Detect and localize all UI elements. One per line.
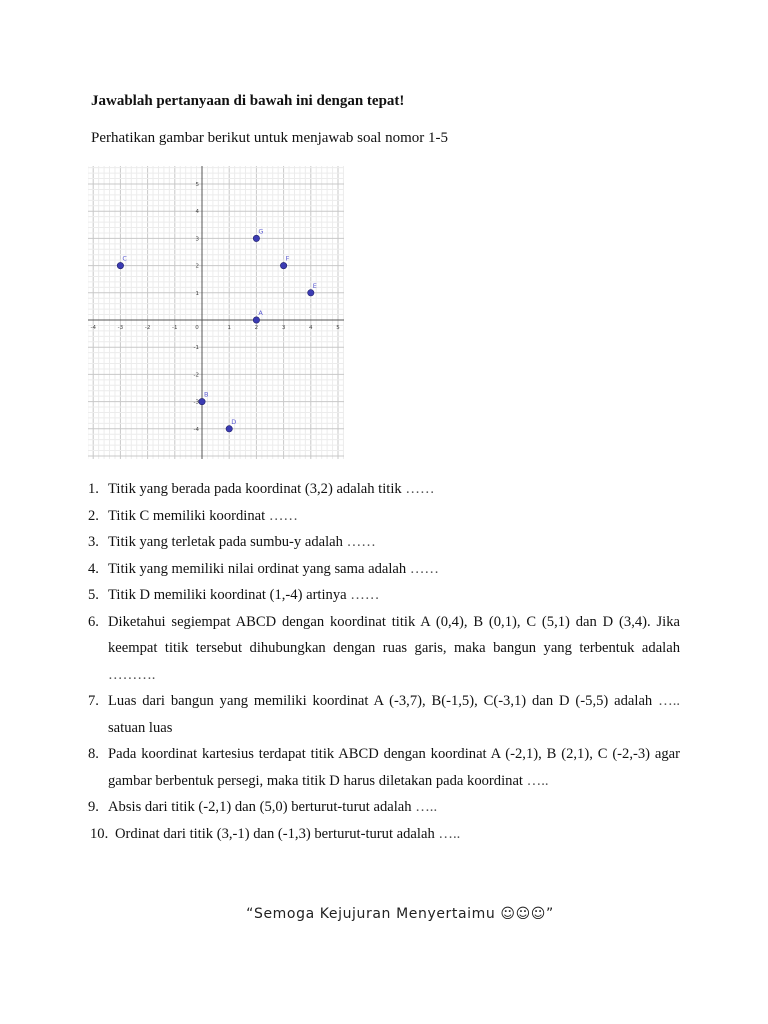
question-text: Titik D memiliki koordinat (1,-4) artinya — [108, 587, 351, 603]
question-item — [88, 688, 680, 741]
point-label-d: D — [231, 417, 237, 426]
cartesian-graph — [88, 166, 344, 459]
question-number: 3. — [88, 534, 99, 550]
question-text: Absis dari titik (-2,1) dan (5,0) berturut-turut adalah — [108, 799, 416, 815]
question-item — [88, 476, 680, 503]
x-tick-label: 2 — [254, 325, 259, 331]
x-tick-label: 1 — [227, 325, 231, 331]
y-tick-label: 2 — [195, 263, 199, 270]
answer-blank: …… — [409, 560, 440, 577]
question-text: Ordinat dari titik (3,-1) dan (-1,3) berturut-turut adalah — [115, 825, 439, 842]
point-label-e: E — [312, 281, 317, 290]
question-text: Titik yang terletak pada sumbu-y adalah — [108, 534, 347, 550]
question-number: 8. — [88, 746, 99, 762]
question-list — [88, 476, 680, 847]
question-text: Diketahui segiempat ABCD dengan koordinat titik A (0,4), B (0,1), C (5,1) dan D (3,4). Jika keempat titik tersebut dihubungkan dengan ruas garis, maka bangun yang terbentuk adalah — [108, 613, 680, 656]
question-item — [88, 582, 680, 609]
x-tick-label: 0 — [195, 325, 199, 331]
y-tick-label: 4 — [195, 209, 199, 216]
point-c — [117, 262, 123, 268]
question-text: Luas dari bangun yang memiliki koordinat A (-3,7), B(-1,5), C(-3,1) dan D (-5,5) adalah — [108, 693, 659, 709]
point-label-a: A — [258, 309, 263, 317]
question-number: 10. — [90, 825, 109, 842]
point-label-b: B — [204, 390, 209, 399]
question-text: Titik C memiliki koordinat — [108, 507, 269, 524]
x-tick-label: -1 — [172, 325, 178, 331]
question-number: 2. — [88, 507, 99, 524]
answer-blank: …… — [350, 587, 380, 603]
y-tick-label: -3 — [193, 399, 199, 406]
question-number: 4. — [88, 560, 99, 577]
y-tick-label: -1 — [193, 345, 199, 352]
question-item — [88, 609, 680, 689]
question-number: 1. — [88, 481, 99, 497]
x-tick-label: -2 — [144, 325, 151, 331]
answer-blank: ….. — [438, 825, 461, 842]
question-item — [88, 556, 680, 583]
question-number: 6. — [88, 613, 99, 630]
y-tick-label: 3 — [195, 236, 199, 243]
answer-blank: …… — [268, 507, 299, 524]
point-label-f: F — [285, 254, 290, 263]
question-item — [88, 529, 680, 556]
question-number: 7. — [88, 693, 99, 709]
question-tail: satuan luas — [108, 719, 173, 736]
question-item — [88, 794, 680, 821]
x-tick-label: 4 — [309, 325, 313, 331]
intro-text: Perhatikan gambar berikut untuk menjawab soal nomor 1-5 — [91, 130, 448, 146]
question-text: Pada koordinat kartesius terdapat titik ABCD dengan koordinat A (-2,1), B (2,1), C (-2,-3) agar gambar berbentuk persegi, maka titik D harus diletakan pada koordinat — [108, 746, 680, 789]
answer-blank: …… — [405, 481, 435, 497]
point-label-g: G — [258, 227, 264, 236]
question-number: 9. — [88, 799, 99, 815]
x-tick-label: 3 — [281, 325, 286, 331]
point-label-c: C — [122, 254, 127, 263]
question-number: 5. — [88, 587, 99, 603]
y-tick-label: -4 — [193, 426, 199, 433]
answer-blank: ….. — [526, 772, 549, 789]
answer-blank: ….. — [658, 693, 680, 709]
answer-blank: ………. — [108, 666, 156, 683]
point-g — [253, 235, 259, 241]
point-b — [199, 398, 205, 404]
question-text: Titik yang berada pada koordinat (3,2) adalah titik — [108, 481, 406, 497]
point-d — [226, 426, 232, 432]
x-tick-label: -4 — [90, 325, 96, 331]
question-item — [88, 821, 680, 848]
y-tick-label: -2 — [193, 372, 199, 379]
answer-blank: ….. — [415, 799, 438, 815]
closing-message: “Semoga Kejujuran Menyertaimu ☺☺☺” — [246, 906, 554, 922]
x-tick-label: -3 — [117, 325, 124, 331]
question-item — [88, 741, 680, 794]
point-e — [308, 290, 314, 296]
point-a — [253, 317, 259, 323]
page-heading: Jawablah pertanyaan di bawah ini dengan tepat! — [91, 93, 405, 109]
x-tick-label: 5 — [336, 325, 340, 331]
question-item — [88, 503, 680, 530]
answer-blank: …… — [346, 534, 376, 550]
question-text: Titik yang memiliki nilai ordinat yang sama adalah — [108, 560, 410, 577]
y-tick-label: 5 — [195, 182, 199, 188]
y-tick-label: 1 — [195, 290, 199, 297]
point-f — [280, 262, 286, 268]
